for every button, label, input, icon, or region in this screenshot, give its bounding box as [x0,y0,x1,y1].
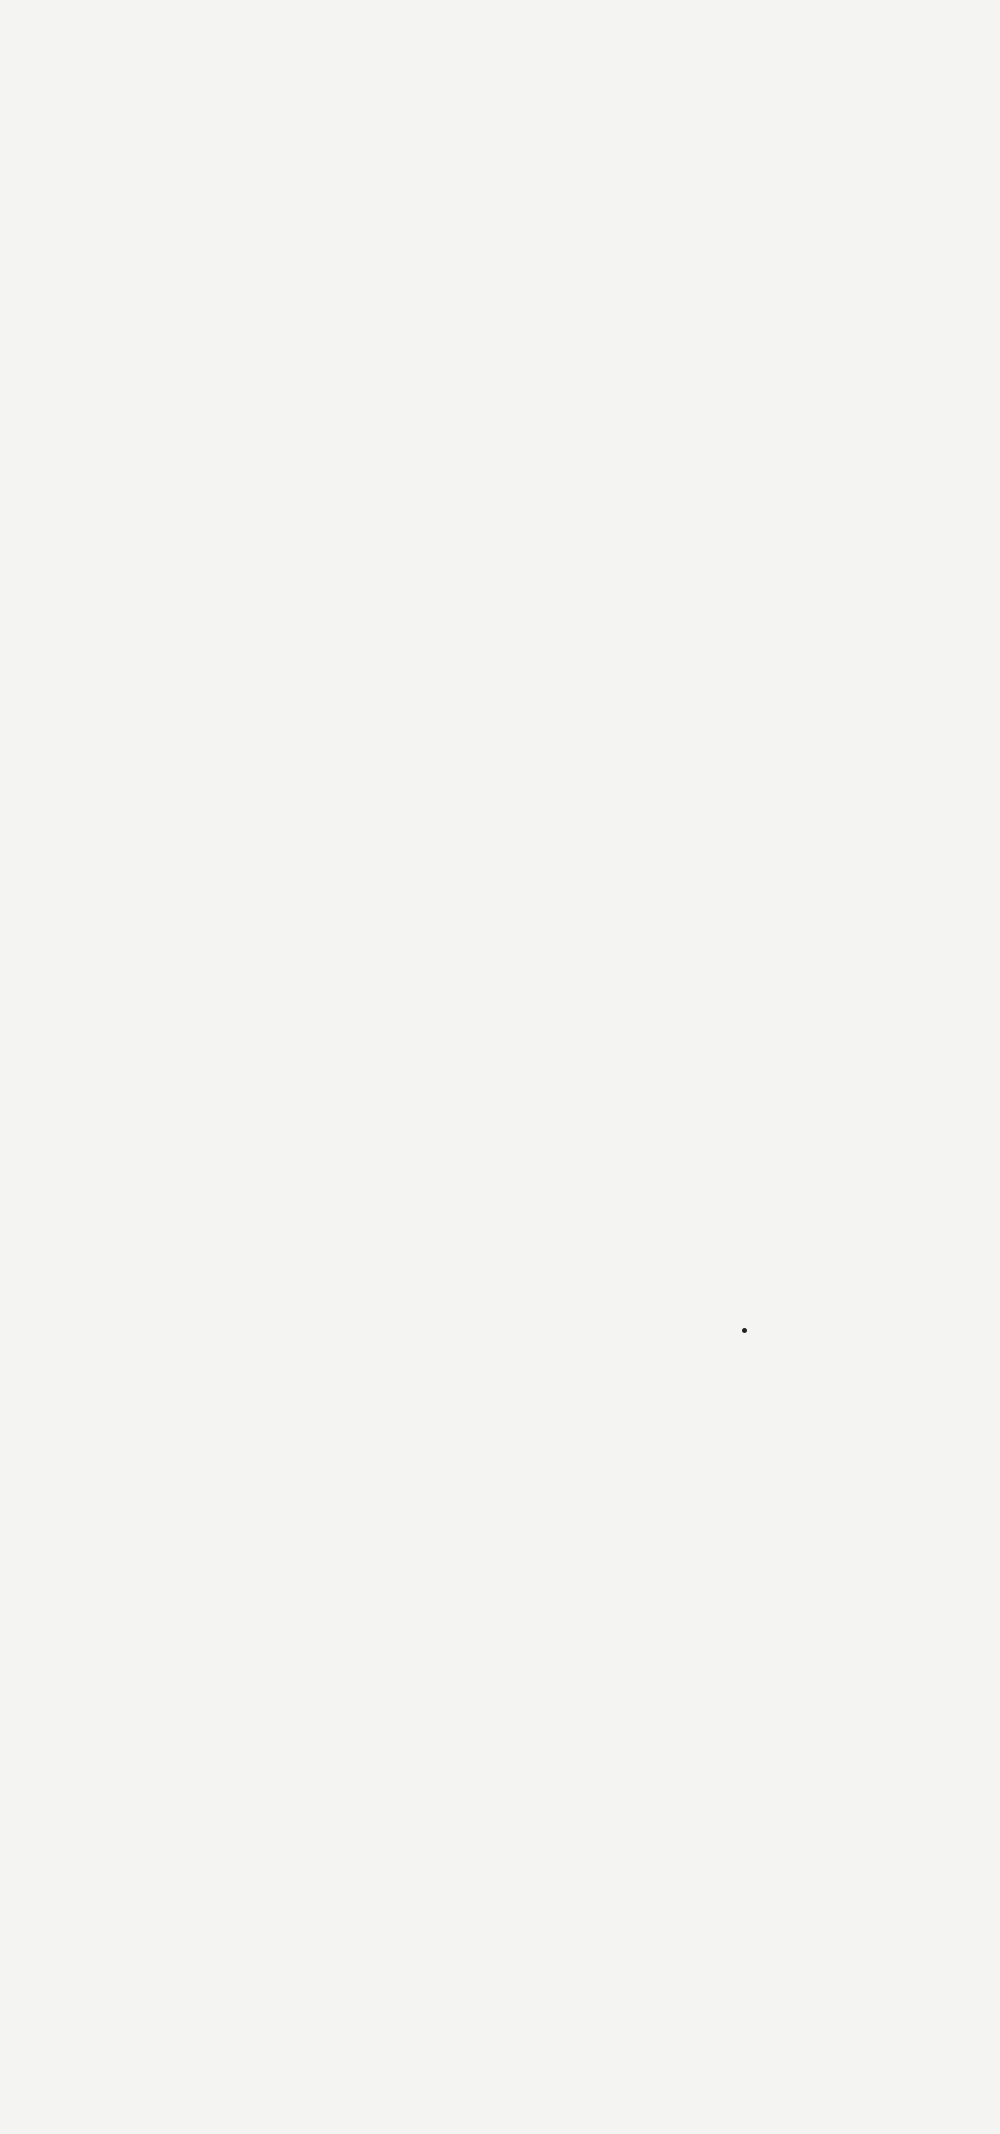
stray-dot [742,1328,747,1333]
